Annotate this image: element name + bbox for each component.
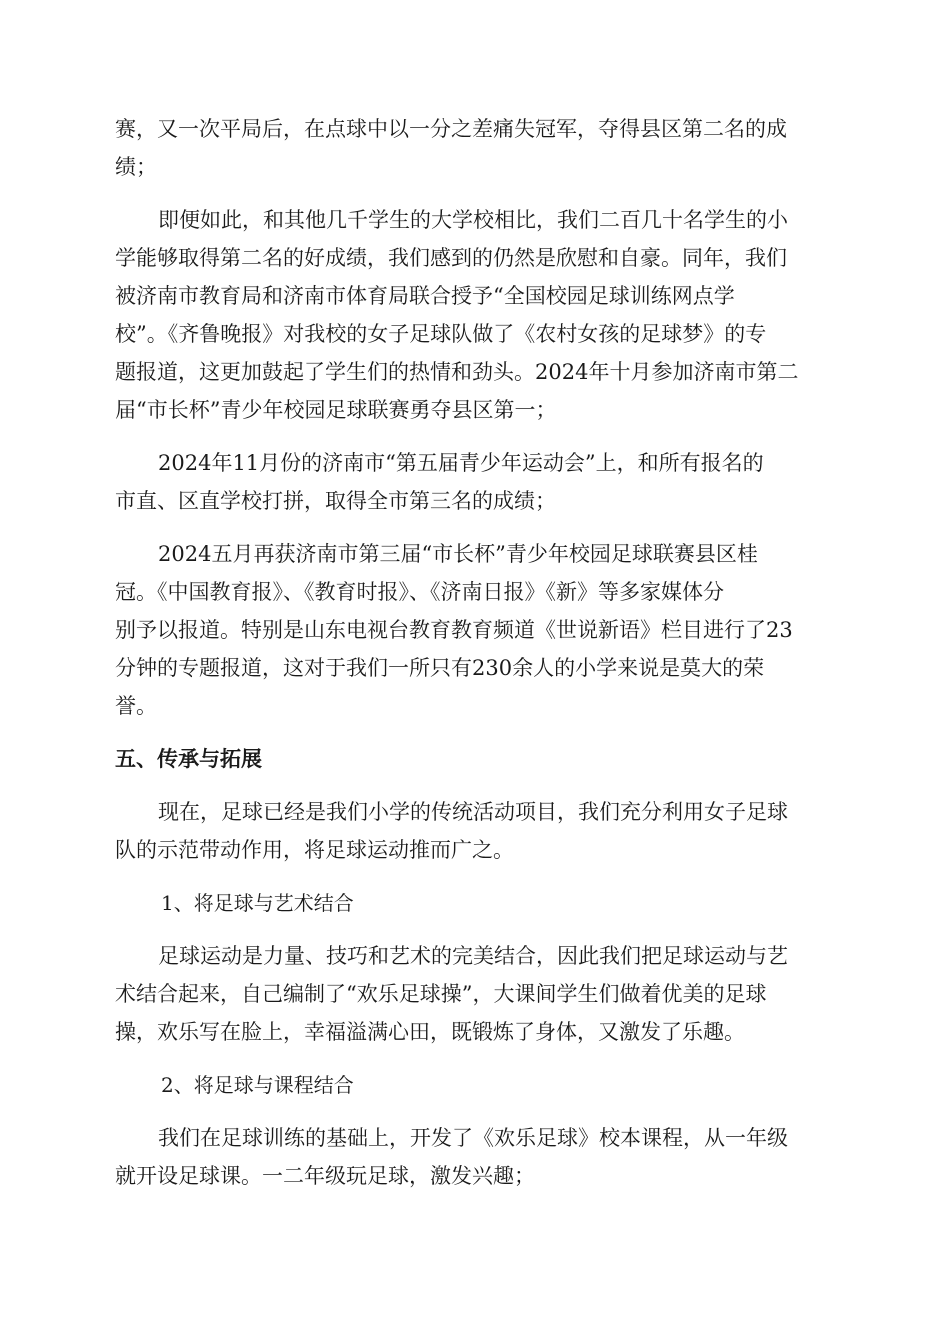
text-line: 分钟的专题报道，这对于我们一所只有230余人的小学来说是莫大的荣: [115, 656, 765, 680]
text-line: 绩；: [115, 155, 157, 179]
document-page: [115, 110, 837, 1210]
text-line: 即便如此，和其他几千学生的大学校相比，我们二百几十名学生的小: [158, 208, 788, 232]
text-line: 校”。《齐鲁晚报》对我校的女子足球队做了《农村女孩的足球梦》的专: [115, 322, 767, 346]
text-line: 术结合起来，自己编制了“欢乐足球操”，大课间学生们做着优美的足球: [115, 982, 767, 1006]
subheading-football-art: 1、将足球与艺术结合: [161, 891, 354, 915]
text-line: 题报道，这更加鼓起了学生们的热情和劲头。2024年十月参加济南市第二: [115, 360, 799, 384]
text-line: 赛，又一次平局后，在点球中以一分之差痛失冠军，夺得县区第二名的成: [115, 117, 787, 141]
paragraph-youth-games: [115, 444, 837, 520]
text-line: 誉。: [115, 694, 157, 718]
text-line: 操，欢乐写在脸上，幸福溢满心田，既锻炼了身体，又激发了乐趣。: [115, 1020, 745, 1044]
paragraph-school-course: [115, 1119, 837, 1195]
text-line: 我们在足球训练的基础上，开发了《欢乐足球》校本课程，从一年级: [158, 1126, 788, 1150]
paragraph-second-place-honor: [115, 201, 837, 429]
section-heading-inheritance: 五、传承与拓展: [115, 747, 262, 771]
subheading-football-curriculum: 2、将足球与课程结合: [161, 1073, 354, 1097]
text-line: 2024五月再获济南市第三届“市长杯”青少年校园足球联赛县区桂: [158, 542, 758, 566]
text-line: 2024年11月份的济南市“第五届青少年运动会”上，和所有报名的: [158, 451, 764, 475]
text-line: 被济南市教育局和济南市体育局联合授予“全国校园足球训练网点学: [115, 284, 735, 308]
text-line: 队的示范带动作用，将足球运动推而广之。: [115, 838, 514, 862]
text-line: 足球运动是力量、技巧和艺术的完美结合，因此我们把足球运动与艺: [158, 944, 788, 968]
paragraph-football-exercise: [115, 937, 837, 1051]
paragraph-result-penalty: [115, 110, 837, 186]
text-line: 别予以报道。特别是山东电视台教育教育频道《世说新语》栏目进行了23: [115, 618, 793, 642]
paragraph-traditional-activity: [115, 793, 837, 869]
text-line: 冠。《中国教育报》、《教育时报》、《济南日报》《新》等多家媒体分: [115, 580, 724, 604]
paragraph-mayor-cup-media: [115, 535, 837, 725]
text-line: 届“市长杯”青少年校园足球联赛勇夺县区第一；: [115, 398, 557, 422]
text-line: 学能够取得第二名的好成绩，我们感到的仍然是欣慰和自豪。同年，我们: [115, 246, 787, 270]
text-line: 就开设足球课。一二年级玩足球，激发兴趣；: [115, 1164, 535, 1188]
text-line: 现在，足球已经是我们小学的传统活动项目，我们充分利用女子足球: [158, 800, 788, 824]
text-line: 市直、区直学校打拼，取得全市第三名的成绩；: [115, 489, 556, 513]
